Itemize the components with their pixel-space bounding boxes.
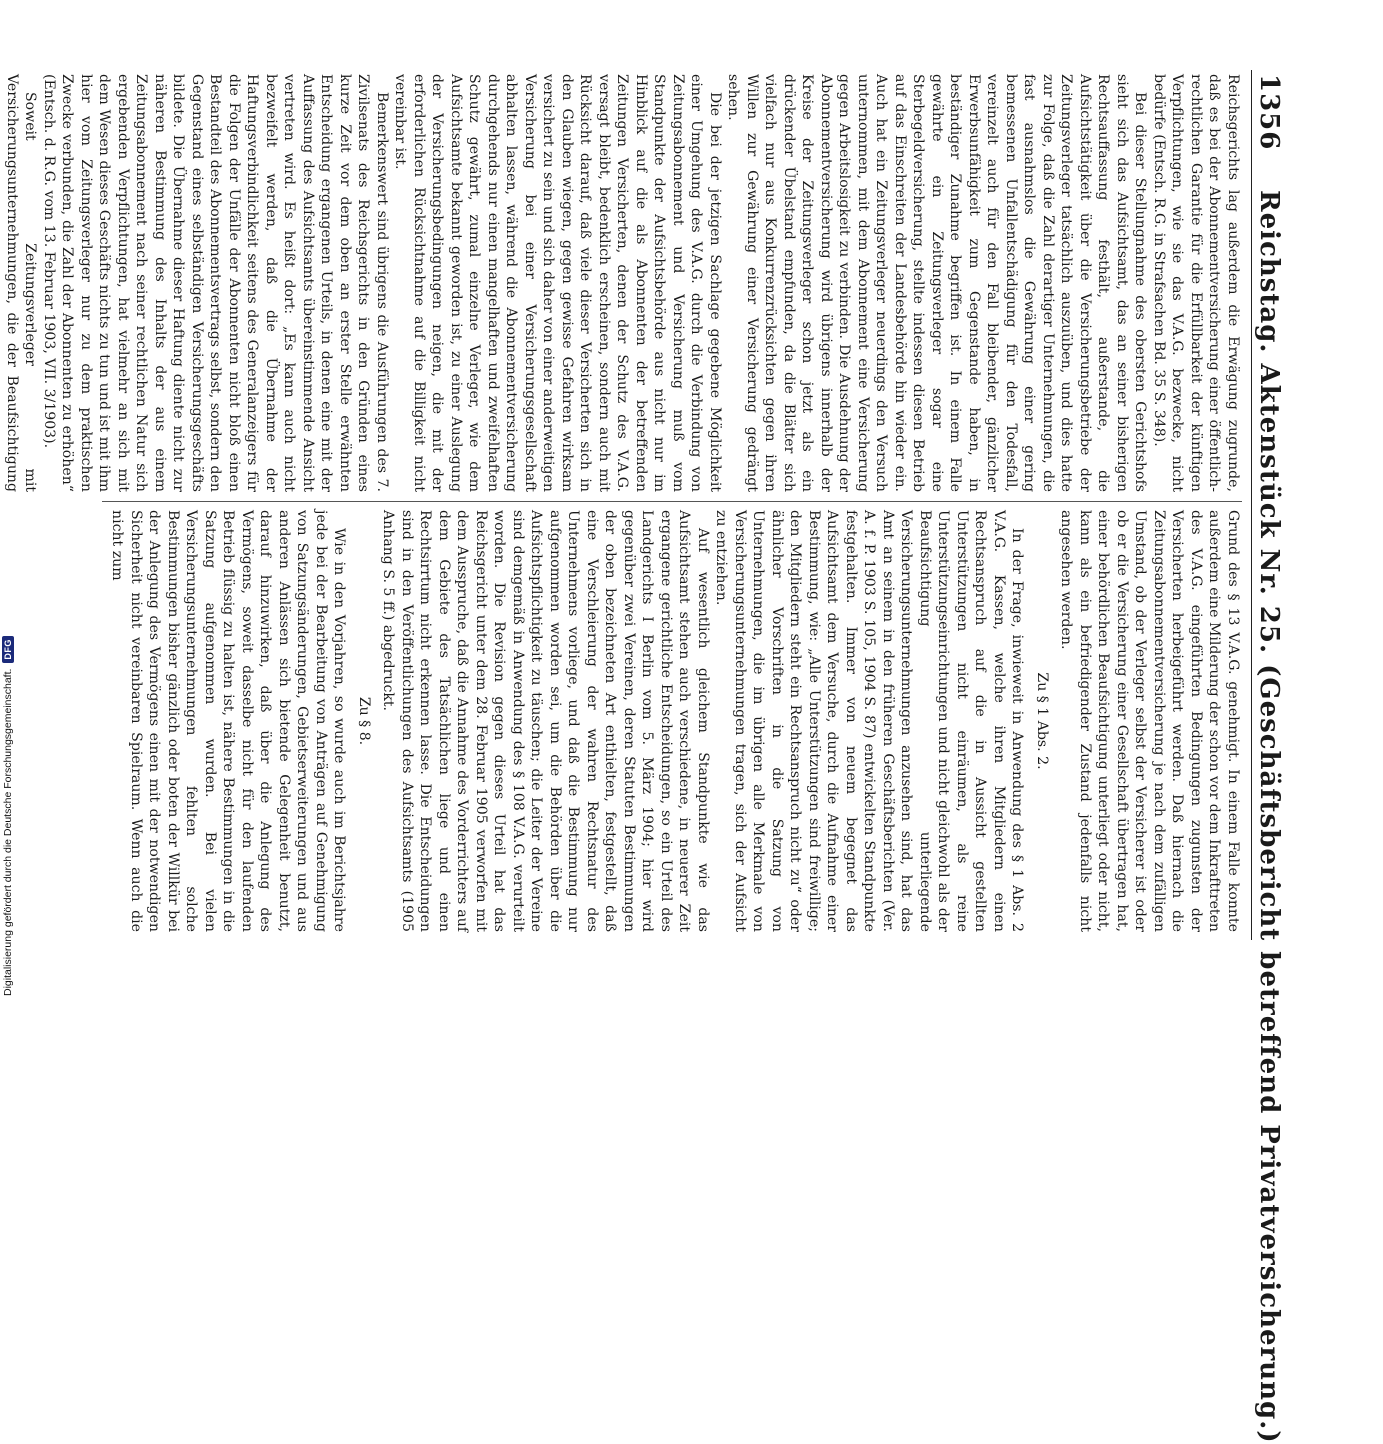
paragraph: Auf wesentlich gleichem Standpunkte wie das Aufsichtsamt stehen auch verschiedene, in neuerer Zeit ergangene gerichtliche Entscheidungen, so ein Urteil des Landgerichts I Berlin vom 5. März 1904; hier wird gegenüber zwei Vereinen, deren Statuten Bestimmungen der oben bezeichneten Art enthielten, festgestellt, daß eine Verschleierung der wahren Rechtsnatur des Unternehmens vorliege, und daß die Bestimmung nur aufgenommen worden sei, um die Behörden über die Aufsichtspflichtigkeit zu täuschen; die Leiter der Vereine sind demgemäß in Anwendung des § 108 V.A.G. verurteilt worden. Die Revision gegen dieses Urteil hat das Reichsgericht unter dem 28. Februar 1905 verworfen mit dem Ausspruche, daß die Annahme des Vorderrichters auf dem Gebiete des Tatsächlichen liege und einen Rechtsirrtum nicht erkennen lasse. Die Entscheidungen sind in den Veröffentlichungen des Aufsichtsamts (1905 Anhang S. 5 ff.) abgedruckt.: [380, 510, 711, 932]
digitization-notice: [2, 636, 14, 996]
page-number: 1356: [1254, 74, 1284, 151]
page-title: Reichstag. Aktenstück Nr. 25. (Geschäftsbericht betreffend Privatversicherung.): [1254, 190, 1284, 1444]
paragraph: In der Frage, inwieweit in Anwendung des § 1 Abs. 2 V.A.G. Kassen, welche ihren Mitgliedern einen Rechtsanspruch auf die in Aussicht gestellten Unterstützungen nicht einräumen, als reine Unterstützungseinrichtungen und nicht gleichwohl als der Beaufsichtigung unterliegende Versicherungsunternehmungen anzusehen sind, hat das Amt an seinem in den früheren Geschäftsberichten (Ver. A. f. P. 1903 S. 105, 1904 S. 87) entwickelten Standpunkte festgehalten. Immer von neuem begegnet das Aufsichtsamt dem Versuche, durch die Aufnahme einer Bestimmung, wie: „Alle Unterstützungen sind freiwillige; den Mitgliedern steht ein Rechtsanspruch nicht zu“ oder ähnlicher Vorschriften in die Satzung von Unternehmungen, die im übrigen alle Merkmale von Versicherungsunternehmungen tragen, sich der Aufsicht zu entziehen.: [713, 510, 1026, 932]
digitization-notice-text: Digitalisierung gefördert durch die Deutsche Forschungsgemeinschaft.: [2, 668, 14, 996]
right-column: [102, 510, 1242, 932]
left-column: [4, 74, 1242, 492]
column-divider: [102, 501, 1242, 502]
paragraph: Die bei der jetzigen Sachlage gegebene Möglichkeit einer Umgehung des V.A.G. durch die Verbindung von Zeitungsabonnement und Versicherung muß vom Standpunkte der Aufsichtsbehörde aus nicht nur im Hinblick auf die als Abonnenten der betreffenden Zeitungen Versicherten, denen der Schutz des V.A.G. versagt bleibt, bedenklich erscheinen, sondern auch mit Rücksicht darauf, daß viele dieser Versicherten sich in den Glauben wiegen, gegen gewisse Gefahren wirksam versichert zu sein und sich daher von einer anderweitigen Versicherung bei einer Versicherungsgesellschaft abhalten lassen, während die Abonnementversicherung durchgehends nur einen mangelhaften und zweifelhaften Schutz gewährt, zumal einzelne Verleger, wie dem Aufsichtsamte bekannt geworden ist, zu einer Auslegung der Versicherungsbedingungen neigen, die mit der erforderlichen Rücksichtnahme auf die Billigkeit nicht vereinbar ist.: [392, 74, 723, 492]
paragraph: Grund des § 13 V.A.G. genehmigt. In einem Falle konnte außerdem eine Milderung der schon vor dem Inkrafttreten des V.A.G. eingeführten Bedingungen zugunsten der Versicherten herbeigeführt werden. Daß hiernach die Zeitungsabonnementversicherung je nach dem zufälligen Umstand, ob der Verleger selbst der Versicherer ist oder ob er die Versicherung einer Gesellschaft übertragen hat, einer behördlichen Beaufsichtigung unterliegt oder nicht, kann als ein befriedigender Zustand jedenfalls nicht angesehen werden.: [1058, 510, 1241, 932]
paragraph: Reichsgerichts lag außerdem die Erwägung zugrunde, daß es bei der Abonnementversicherung einer öffentlich-rechtlichen Garantie für die Erfüllbarkeit der künftigen Verpflichtungen, wie sie das V.A.G. bezwecke, nicht bedürfe (Entsch. R.G. in Strafsachen Bd. 35 S. 348).: [1151, 74, 1241, 492]
paragraph: Bemerkenswert sind übrigens die Ausführungen des 7. Zivilsenats des Reichsgerichts in den Gründen eines kurze Zeit vor dem oben an erster Stelle erwähnten Entscheidung ergangenen Urteils, in denen eine mit der Auffassung des Aufsichtsamts übereinstimmende Ansicht vertreten wird. Es heißt dort: „Es kann auch nicht bezweifelt werden, daß die Übernahme der Haftungsverbindlichkeit seitens des Generalanzeigers für die Folgen der Unfälle der Abonnenten nicht bloß einen Bestandteil des Abonnementsvertrags selbst, sondern den Gegenstand eines selbständigen Versicherungsgeschäfts bildete. Die Übernahme dieser Haftung diente nicht zur näheren Bestimmung des Inhalts der aus einem Zeitungsabonnement nach seiner rechtlichen Natur sich ergebenden Verpflichtungen, hat vielmehr an sich mit dem Wesen dieses Geschäfts nichts zu tun und ist mit ihm hier vom Zeitungsverleger nur zu dem praktischen Zwecke verbunden, die Zahl der Abonnenten zu erhöhen“ (Entsch. d. R.G. vom 13. Februar 1903, VII. 3/1903).: [41, 74, 390, 492]
section-heading: Zu § 1 Abs. 2.: [1034, 672, 1050, 770]
paragraph: Wie in den Vorjahren, so wurde auch im Berichtsjahre jede bei der Bearbeitung von Anträgen auf Genehmigung von Satzungsänderungen, Gebietserweiterungen und aus anderen Anlässen sich bietende Gelegenheit benutzt, darauf hinzuwirken, daß über die Anlegung des Vermögens, soweit dasselbe nicht für den laufenden Betrieb flüssig zu halten ist, nähere Bestimmungen in die Satzung aufgenommen wurden. Bei vielen Versicherungsunternehmungen fehlten solche Bestimmungen bisher gänzlich oder boten der Willkür bei der Anlegung des Vermögens einen mit der notwendigen Sicherheit nicht vereinbaren Spielraum. Wenn auch die nicht zum: [109, 510, 348, 932]
dfg-logo-icon: DFG: [2, 636, 14, 663]
paragraph: Bei dieser Stellungnahme des obersten Gerichtshofs sieht sich das Aufsichtsamt, das an seiner bisherigen Rechtsauffassung festhält, außerstande, die Aufsichtstätigkeit über die Versicherungsbetriebe der Zeitungsverleger tatsächlich auszuüben, und dies hatte zur Folge, daß die Zahl derartiger Unternehmungen, die fast ausnahmslos die Gewährung einer gering bemessenen Unfallentschädigung für den Todesfall, vereinzelt auch für den Fall bleibender, gänzlicher Erwerbsunfähigkeit zum Gegenstande haben, in beständiger Zunahme begriffen ist. In einem Falle gewährte ein Zeitungsverleger sogar eine Sterbegeldversicherung, stellte indessen diesen Betrieb auf das Einschreiten der Landesbehörde hin wieder ein. Auch hat ein Zeitungsverleger neuerdings den Versuch unternommen, mit dem Abonnement eine Versicherung gegen Arbeitslosigkeit zu verbinden. Die Ausdehnung der Abonnementversicherung wird übrigens innerhalb der Kreise der Zeitungsverleger schon jetzt als ein drückender Übelstand empfunden, da die Blätter sich vielfach nur aus Konkurrenzrücksichten gegen ihren Willen zur Gewährung einer Versicherung gedrängt sehen.: [725, 74, 1149, 492]
paragraph: Soweit Zeitungsverleger mit Versicherungsunternehmungen, die der Beaufsichtigung: [4, 74, 39, 492]
section-heading: Zu § 8.: [356, 696, 372, 746]
page-header: [1251, 70, 1286, 1444]
